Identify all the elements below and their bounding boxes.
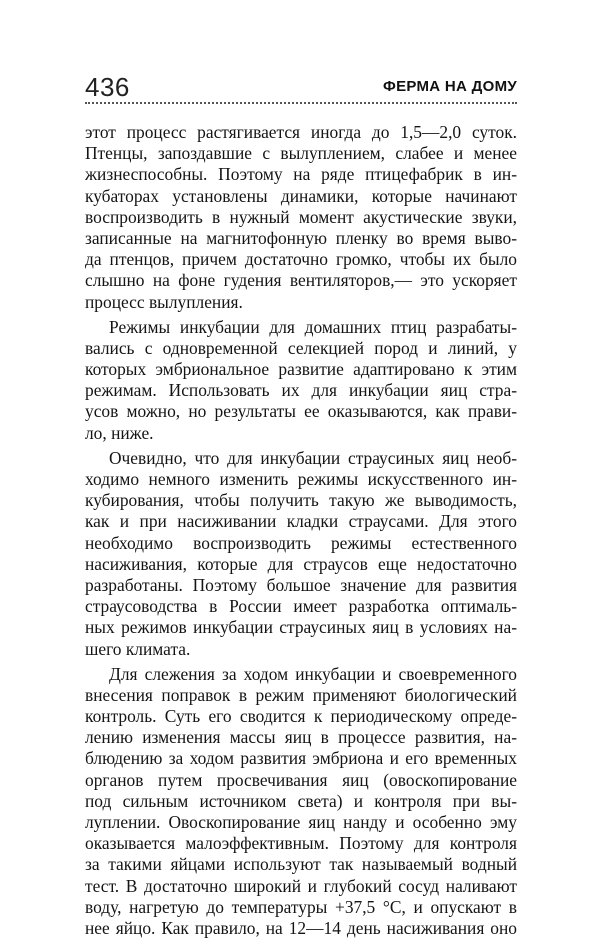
text-line: шего климата.	[85, 638, 191, 659]
text-line: разработаны. Поэтому большое значение для развития	[85, 574, 517, 595]
text-line: внесения поправок в режим применяют биологический	[85, 684, 517, 705]
text-line: которых эмбриональное развитие адаптировано к этим	[85, 359, 517, 380]
text-line: Режимы инкубации для домашних птиц разрабаты-	[109, 316, 517, 337]
text-line: тест. В достаточно широкий и глубокий сосуд наливают	[85, 875, 517, 896]
text-line: процесс вылупления.	[85, 291, 243, 312]
text-line: страусоводства в России имеет разработка оптималь-	[85, 596, 517, 617]
text-line: как и при насиживании кладки страусами. Для этого	[85, 511, 517, 532]
text-line: нее яйцо. Как правило, на 12—14 день насиживания оно	[85, 917, 517, 938]
text-line: этот процесс растягивается иногда до 1,5—2,0 суток.	[85, 122, 517, 142]
running-title: ФЕРМА НА ДОМУ	[382, 78, 517, 95]
text-line: жизнеспособны. Поэтому на ряде птицефабрик в ин-	[85, 164, 517, 185]
text-line: да птенцов, причем достаточно громко, чтобы их было	[85, 249, 517, 270]
text-line: ходимо немного изменить режимы искусственного ин-	[85, 469, 517, 489]
text-line: воспроизводить в нужный момент акустические звуки,	[85, 206, 517, 227]
text-line: Птенцы, запоздавшие с вылуплением, слабее и менее	[85, 143, 517, 164]
text-line: воду, нагретую до температуры +37,5 °С, и опускают в	[85, 896, 517, 917]
text-line: Для слежения за ходом инкубации и своевременного	[109, 663, 517, 684]
text-line: блюдению за ходом развития эмбриона и его временных	[85, 748, 517, 769]
text-line: кубирования, чтобы получить такую же выводимость,	[85, 490, 517, 511]
text-line: за такими яйцами используют так называемый водный	[85, 854, 517, 875]
header-divider	[85, 102, 517, 104]
text-line: необходимо воспроизводить режимы естественного	[85, 532, 517, 553]
page-header	[85, 72, 517, 102]
paragraph	[85, 122, 517, 313]
paragraph	[85, 448, 517, 660]
text-line: под сильным источником света) и контроля при вы-	[85, 790, 517, 811]
text-line: кубаторах установлены динамики, которые начинают	[85, 185, 517, 206]
text-line: контроль. Суть его сводится к периодическому опреде-	[85, 706, 517, 727]
text-line: усов можно, но результаты ее оказываются, как прави-	[85, 401, 517, 422]
paragraph	[85, 664, 517, 939]
body-text	[85, 122, 517, 943]
text-line: Очевидно, что для инкубации страусиных яиц необ-	[109, 447, 517, 468]
text-line: слышно на фоне гудения вентиляторов,— это ускоряет	[85, 270, 517, 291]
text-line: режимам. Использовать их для инкубации яиц стра-	[85, 380, 517, 401]
text-line: органов путем просвечивания яиц (овоскопирование	[85, 769, 517, 790]
text-line: луплении. Овоскопирование яиц нанду и особенно эму	[85, 812, 517, 832]
text-line: записанные на магнитофонную пленку во время выво-	[85, 227, 517, 248]
text-line: ло, ниже.	[85, 422, 154, 443]
text-line: ных режимов инкубации страусиных яиц в условиях на-	[85, 617, 517, 638]
paragraph	[85, 317, 517, 444]
text-line: оказывается малоэффективным. Поэтому для контроля	[85, 833, 517, 854]
text-line: вались с одновременной селекцией пород и линий, у	[85, 337, 517, 358]
page-number: 436	[85, 72, 130, 102]
text-line: лению изменения массы яиц в процессе развития, на-	[85, 727, 517, 748]
text-line: насиживания, которые для страусов еще недостаточно	[85, 553, 517, 574]
